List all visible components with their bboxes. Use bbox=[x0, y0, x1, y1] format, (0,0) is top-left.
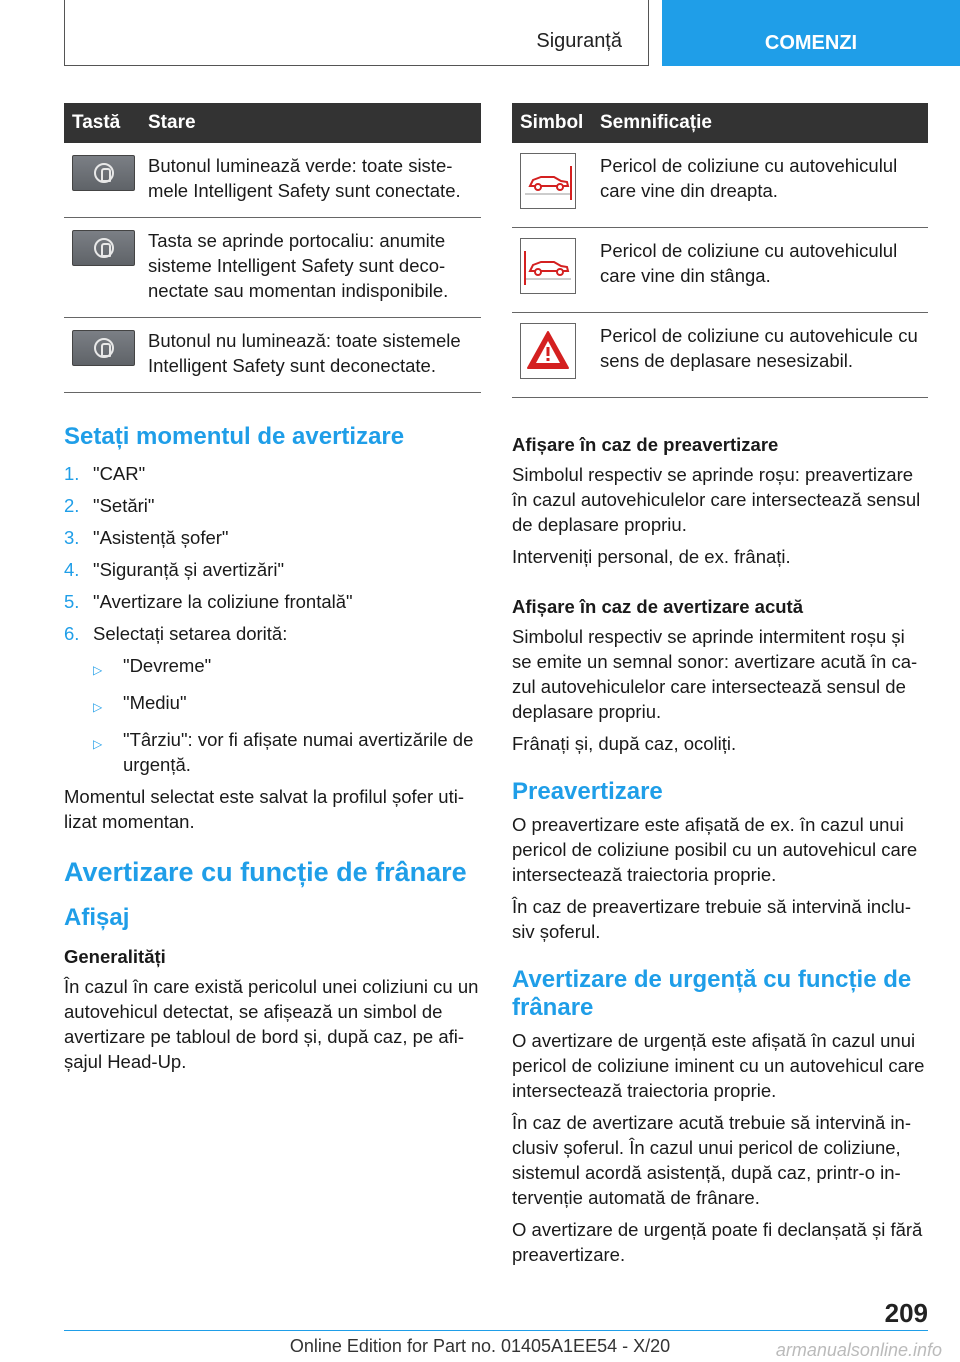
warning-triangle-icon bbox=[520, 323, 576, 379]
paragraph: În caz de avertizare acută trebuie să intervină in-clusiv șoferul. În cazul unui pericol de coliziune, sistemul acordă asistență, după caz, printr-o in-tervenție automată de frânare. bbox=[512, 1112, 911, 1208]
button-state-table bbox=[64, 103, 481, 393]
triangle-bullet-icon: ▷ bbox=[93, 700, 103, 714]
paragraph: Momentul selectat este salvat la profilul șofer uti-lizat momentan. bbox=[64, 786, 464, 832]
table-cell-text: Butonul nu luminează: toate sistemele Intelligent Safety sunt deconectate. bbox=[148, 318, 481, 393]
list-item: 2. "Setări" bbox=[64, 495, 155, 516]
steps-list bbox=[64, 461, 481, 646]
safety-button-icon bbox=[72, 230, 135, 266]
list-item: ▷ "Târziu": vor fi afișate numai avertizările de urgență. bbox=[93, 729, 474, 775]
watermark: armanualsonline.info bbox=[775, 1340, 942, 1360]
table-cell-text: Pericol de coliziune cu autovehicule cu sens de deplasare nesesizabil. bbox=[600, 313, 928, 398]
safety-button-icon bbox=[72, 155, 135, 191]
table-cell-text: Pericol de coliziune cu autovehiculul care vine din dreapta. bbox=[600, 143, 928, 228]
table-cell-text: Tasta se aprinde portocaliu: anumite sisteme Intelligent Safety sunt deco-nectate sau momentan indisponibile. bbox=[148, 218, 481, 318]
subheading-preavertizare: Preavertizare bbox=[512, 778, 663, 805]
safety-button-icon bbox=[72, 330, 135, 366]
list-item: 4. "Siguranță și avertizări" bbox=[64, 559, 285, 580]
list-item: ▷ "Mediu" bbox=[93, 690, 481, 720]
page-number: 209 bbox=[884, 1298, 928, 1328]
section-heading-setati: Setați momentul de avertizare bbox=[64, 423, 405, 450]
section-title: Siguranță bbox=[536, 30, 622, 52]
paragraph: În caz de preavertizare trebuie să intervină inclu-siv șoferul. bbox=[512, 896, 911, 942]
table-row bbox=[64, 318, 481, 393]
paragraph: În cazul în care există pericolul unei coliziuni cu un autovehicul detectat, se afișează un simbol de avertizare pe tabloul de bord și, după caz, pe afi-șajul Head-Up. bbox=[64, 976, 479, 1072]
subheading-preavertizare-display: Afișare în caz de preavertizare bbox=[512, 434, 779, 455]
footer-divider bbox=[64, 1330, 928, 1331]
list-item: 1. "CAR" bbox=[64, 463, 146, 484]
subheading-afisaj: Afișaj bbox=[64, 904, 130, 931]
table-row bbox=[64, 143, 481, 218]
list-item: 6. Selectați setarea dorită: bbox=[64, 623, 288, 644]
paragraph: Frânați și, după caz, ocoliți. bbox=[512, 733, 737, 754]
header-box bbox=[64, 0, 649, 66]
car-left-icon bbox=[520, 238, 576, 294]
table-cell-text: Pericol de coliziune cu autovehiculul care vine din stânga. bbox=[600, 228, 928, 313]
table-row bbox=[64, 218, 481, 318]
triangle-bullet-icon: ▷ bbox=[93, 663, 103, 677]
paragraph: Simbolul respectiv se aprinde roșu: preavertizare în cazul autovehiculelor care intersectează sensul de deplasare propriu. bbox=[512, 464, 921, 535]
table-header-meaning: Semnificație bbox=[600, 103, 928, 143]
car-right-icon bbox=[520, 153, 576, 209]
paragraph: O avertizare de urgență este afișată în cazul unui pericol de coliziune iminent cu un autovehicul care intersectează traiectoria proprie. bbox=[512, 1030, 925, 1101]
paragraph: O avertizare de urgență poate fi declanșată și fără preavertizare. bbox=[512, 1219, 923, 1265]
footer-edition: Online Edition for Part no. 01405A1EE54 - X/20 bbox=[289, 1336, 671, 1356]
table-cell-text: Butonul luminează verde: toate siste-mele Intelligent Safety sunt conectate. bbox=[148, 143, 481, 218]
list-item: ▷ "Devreme" bbox=[93, 653, 481, 683]
paragraph: O preavertizare este afișată de ex. în cazul unui pericol de coliziune posibil cu un autovehicul care intersectează traiectoria proprie. bbox=[512, 814, 918, 885]
list-item: 5. "Avertizare la coliziune frontală" bbox=[64, 591, 353, 612]
subheading-generalitati: Generalități bbox=[64, 946, 166, 967]
triangle-bullet-icon: ▷ bbox=[93, 737, 103, 751]
subheading-acute-display: Afișare în caz de avertizare acută bbox=[512, 596, 804, 617]
table-row bbox=[512, 313, 928, 398]
table-header-state: Stare bbox=[148, 103, 481, 143]
chapter-tab[interactable]: COMENZI bbox=[662, 0, 960, 66]
subheading-urgenta: Avertizare de urgență cu funcție de frânare bbox=[512, 966, 912, 1021]
options-list bbox=[93, 653, 481, 777]
table-header-symbol: Simbol bbox=[512, 103, 600, 143]
table-row bbox=[512, 228, 928, 313]
list-item: 3. "Asistență șofer" bbox=[64, 527, 229, 548]
paragraph: Interveniți personal, de ex. frânați. bbox=[512, 546, 791, 567]
paragraph: Simbolul respectiv se aprinde intermitent roșu și se emite un semnal sonor: avertizare acută în ca-zul autovehiculelor care intersectează sensul de deplasare propriu. bbox=[512, 626, 918, 722]
table-row bbox=[512, 143, 928, 228]
section-heading-brake: Avertizare cu funcție de frânare bbox=[64, 857, 467, 887]
right-column bbox=[512, 103, 928, 1274]
left-column bbox=[64, 103, 481, 1081]
table-header-key: Tastă bbox=[64, 103, 148, 143]
symbol-table bbox=[512, 103, 928, 398]
